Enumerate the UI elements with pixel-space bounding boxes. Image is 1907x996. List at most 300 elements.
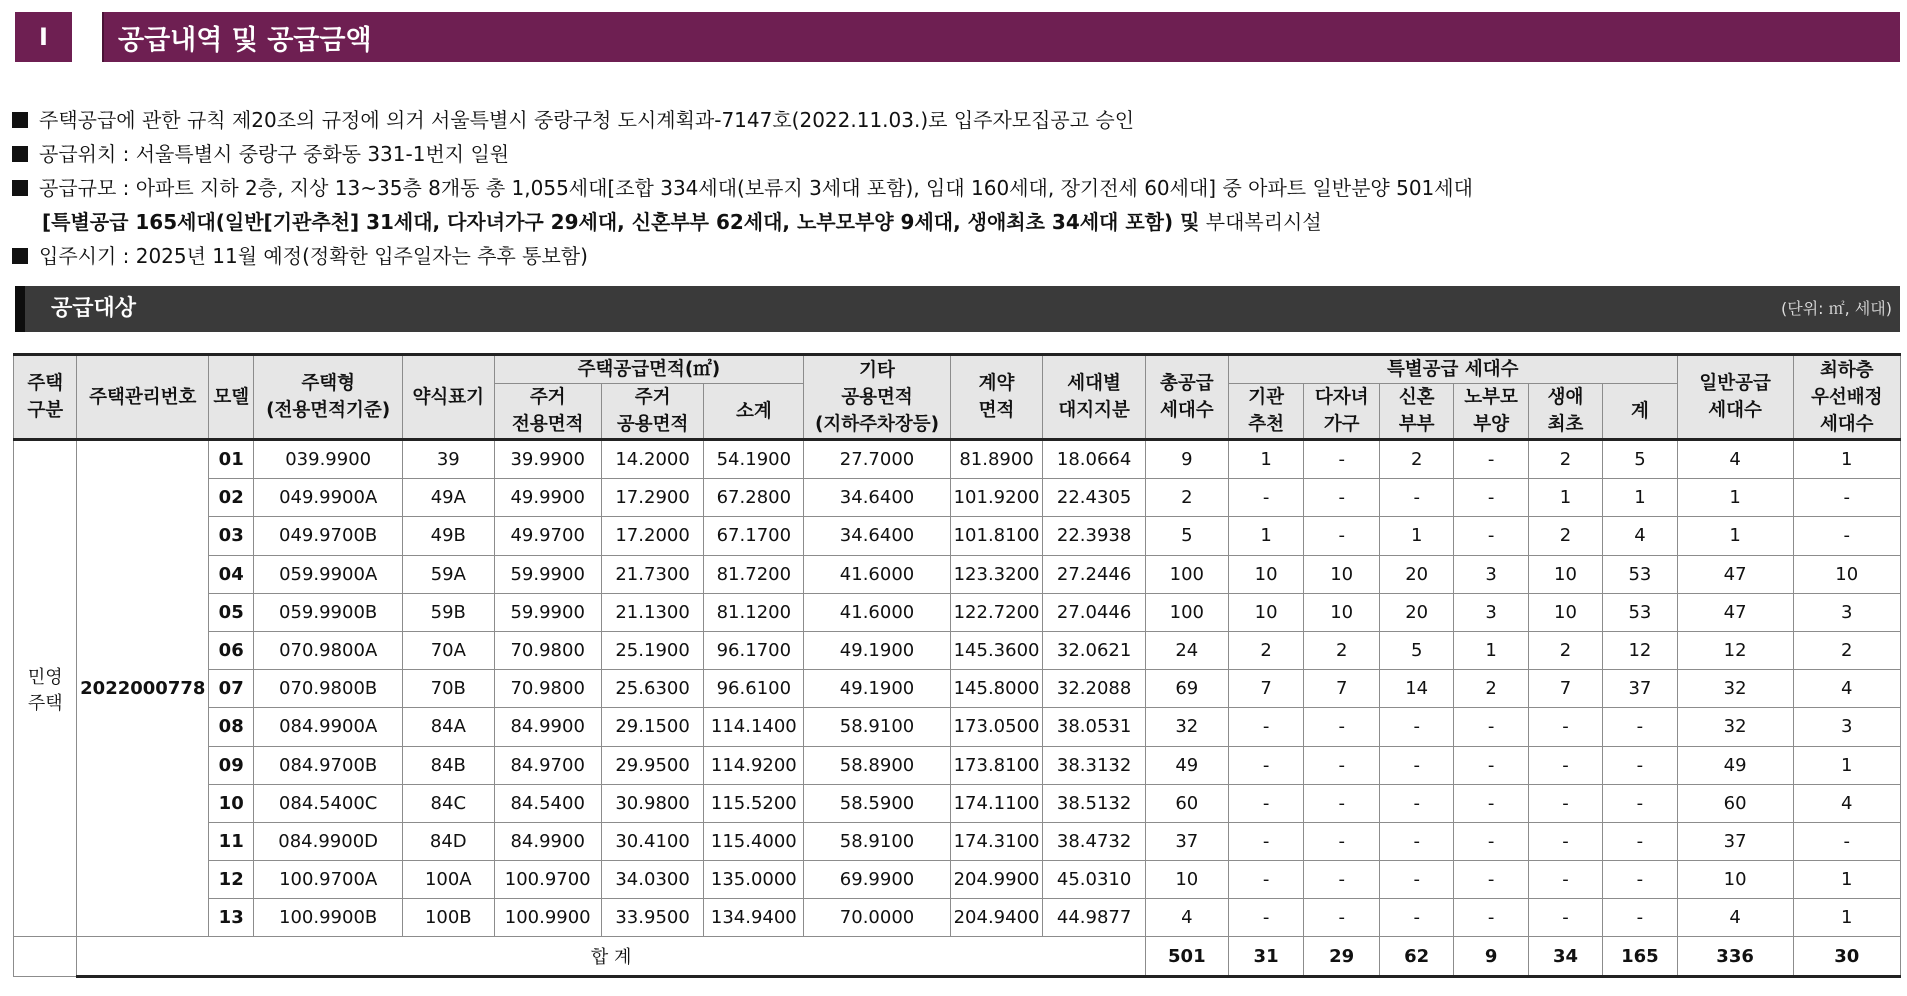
th-general-supply: 일반공급 세대수 <box>1677 355 1793 440</box>
table-cell: 1 <box>1228 440 1304 479</box>
notice-item <box>12 171 1892 205</box>
table-cell: 100B <box>403 899 494 937</box>
table-cell: 174.1100 <box>950 784 1043 822</box>
table-cell: 59.9900 <box>494 593 601 631</box>
model-cell: 13 <box>209 899 254 937</box>
table-cell: 3 <box>1454 593 1528 631</box>
table-cell: 7 <box>1304 670 1380 708</box>
table-cell: 9 <box>1145 440 1228 479</box>
table-cell: 49.1900 <box>804 631 950 669</box>
table-cell: 38.5132 <box>1043 784 1145 822</box>
table-cell: 67.1700 <box>704 517 804 555</box>
table-cell: 44.9877 <box>1043 899 1145 937</box>
table-cell: 12 <box>1677 631 1793 669</box>
total-cell: 30 <box>1793 937 1900 976</box>
table-cell: 10 <box>1677 861 1793 899</box>
table-cell: 114.1400 <box>704 708 804 746</box>
total-cell: 34 <box>1528 937 1602 976</box>
table-cell: 81.7200 <box>704 555 804 593</box>
table-cell: 81.8900 <box>950 440 1043 479</box>
table-cell: 59.9900 <box>494 555 601 593</box>
table-cell: 100.9900B <box>254 899 403 937</box>
table-cell: 49.1900 <box>804 670 950 708</box>
table-cell: 1 <box>1793 861 1900 899</box>
notice-location: 공급위치 : 서울특별시 중랑구 중화동 331-1번지 일원 <box>39 142 510 166</box>
bullet-square-icon <box>12 146 28 162</box>
table-cell: - <box>1228 746 1304 784</box>
table-cell: 30.4100 <box>601 822 703 860</box>
table-cell: 96.6100 <box>704 670 804 708</box>
model-cell: 08 <box>209 708 254 746</box>
table-cell: - <box>1528 822 1602 860</box>
total-cell: 29 <box>1304 937 1380 976</box>
table-cell: 059.9900A <box>254 555 403 593</box>
table-cell: 96.1700 <box>704 631 804 669</box>
table-cell: 1 <box>1528 479 1602 517</box>
table-cell: 33.9500 <box>601 899 703 937</box>
table-cell: 53 <box>1603 593 1677 631</box>
th-abbr: 약식표기 <box>403 355 494 440</box>
notice-item <box>12 103 1892 137</box>
model-cell: 07 <box>209 670 254 708</box>
table-cell: 27.0446 <box>1043 593 1145 631</box>
table-cell: 3 <box>1793 708 1900 746</box>
table-cell: 37 <box>1603 670 1677 708</box>
table-cell: 084.9900D <box>254 822 403 860</box>
table-cell: 25.1900 <box>601 631 703 669</box>
table-cell: - <box>1454 440 1528 479</box>
table-cell: 7 <box>1528 670 1602 708</box>
table-cell: 135.0000 <box>704 861 804 899</box>
table-cell: 049.9700B <box>254 517 403 555</box>
notice-item <box>12 239 1892 273</box>
table-cell: 39 <box>403 440 494 479</box>
table-cell: 70.9800 <box>494 670 601 708</box>
table-cell: - <box>1304 784 1380 822</box>
notice-scale: 공급규모 : 아파트 지하 2층, 지상 13~35층 8개동 총 1,055세대[조합 334세대(보류지 3세대 포함), 임대 160세대, 장기전세 60세대] 중 아파트 일반분양 501세대 <box>39 176 1473 200</box>
table-row <box>14 555 1901 593</box>
table-cell: - <box>1380 899 1454 937</box>
unit-note: (단위: ㎡, 세대) <box>1781 299 1892 318</box>
housing-kind-cell: 민영 주택 <box>14 440 77 937</box>
table-cell: 2 <box>1380 440 1454 479</box>
table-cell: 4 <box>1677 440 1793 479</box>
table-cell: 173.0500 <box>950 708 1043 746</box>
table-cell: 1 <box>1603 479 1677 517</box>
table-cell: 12 <box>1603 631 1677 669</box>
notice-list <box>12 103 1892 273</box>
table-cell: 84A <box>403 708 494 746</box>
th-other-common: 기타 공용면적 (지하주차장등) <box>804 355 950 440</box>
notice-facilities: 부대복리시설 <box>1199 210 1322 234</box>
th-land-share: 세대별 대지지분 <box>1043 355 1145 440</box>
table-cell: 1 <box>1793 440 1900 479</box>
table-cell: - <box>1528 861 1602 899</box>
table-cell: 17.2900 <box>601 479 703 517</box>
table-row <box>14 746 1901 784</box>
table-cell: 2 <box>1145 479 1228 517</box>
table-cell: 41.6000 <box>804 593 950 631</box>
total-cell: 9 <box>1454 937 1528 976</box>
table-row <box>14 479 1901 517</box>
table-cell: 70A <box>403 631 494 669</box>
table-cell: - <box>1228 899 1304 937</box>
table-body <box>14 440 1901 977</box>
supply-table <box>13 353 1901 978</box>
model-cell: 12 <box>209 861 254 899</box>
table-cell: 115.5200 <box>704 784 804 822</box>
table-cell: 53 <box>1603 555 1677 593</box>
table-cell: 45.0310 <box>1043 861 1145 899</box>
th-elderly-parent: 노부모 부양 <box>1454 384 1528 440</box>
table-cell: 32 <box>1145 708 1228 746</box>
table-cell: - <box>1228 784 1304 822</box>
table-cell: - <box>1793 822 1900 860</box>
table-cell: 5 <box>1145 517 1228 555</box>
table-cell: 1 <box>1677 479 1793 517</box>
table-cell: 100 <box>1145 593 1228 631</box>
table-cell: 70.0000 <box>804 899 950 937</box>
table-cell: - <box>1380 861 1454 899</box>
table-cell: 49B <box>403 517 494 555</box>
table-cell: 1 <box>1380 517 1454 555</box>
table-cell: 14 <box>1380 670 1454 708</box>
th-mgmt-no: 주택관리번호 <box>77 355 209 440</box>
table-cell: 67.2800 <box>704 479 804 517</box>
table-cell: - <box>1380 479 1454 517</box>
table-cell: 18.0664 <box>1043 440 1145 479</box>
table-cell: - <box>1603 708 1677 746</box>
table-row <box>14 784 1901 822</box>
model-cell: 02 <box>209 479 254 517</box>
table-cell: 084.9700B <box>254 746 403 784</box>
table-cell: 100.9900 <box>494 899 601 937</box>
table-cell: 100A <box>403 861 494 899</box>
table-cell: 5 <box>1603 440 1677 479</box>
table-cell: - <box>1528 708 1602 746</box>
table-cell: - <box>1228 708 1304 746</box>
table-cell: 47 <box>1677 593 1793 631</box>
table-cell: 81.1200 <box>704 593 804 631</box>
table-cell: 58.9100 <box>804 708 950 746</box>
table-cell: - <box>1304 899 1380 937</box>
section-title: 공급내역 및 공급금액 <box>102 12 1900 62</box>
th-supply-area: 주택공급면적(㎡) <box>494 355 804 384</box>
table-cell: 29.9500 <box>601 746 703 784</box>
table-row <box>14 670 1901 708</box>
table-cell: - <box>1454 746 1528 784</box>
table-cell: 47 <box>1677 555 1793 593</box>
total-row <box>14 937 1901 976</box>
table-cell: - <box>1528 784 1602 822</box>
table-cell: 084.5400C <box>254 784 403 822</box>
table-cell: 59A <box>403 555 494 593</box>
table-cell: 70B <box>403 670 494 708</box>
th-house-type: 주택형 (전용면적기준) <box>254 355 403 440</box>
table-cell: 114.9200 <box>704 746 804 784</box>
table-cell: 173.8100 <box>950 746 1043 784</box>
table-cell: - <box>1603 899 1677 937</box>
notice-approval: 주택공급에 관한 규칙 제20조의 규정에 의거 서울특별시 중랑구청 도시계획과-7147호(2022.11.03.)로 입주자모집공고 승인 <box>39 108 1135 132</box>
table-cell: 145.3600 <box>950 631 1043 669</box>
table-cell: 14.2000 <box>601 440 703 479</box>
table-cell: 174.3100 <box>950 822 1043 860</box>
table-cell: 49.9700 <box>494 517 601 555</box>
model-cell: 06 <box>209 631 254 669</box>
table-cell: 10 <box>1793 555 1900 593</box>
th-housing-kind: 주택 구분 <box>14 355 77 440</box>
table-cell: 21.1300 <box>601 593 703 631</box>
subsection-accent <box>15 286 25 332</box>
table-cell: - <box>1380 708 1454 746</box>
th-subtotal: 소계 <box>704 384 804 440</box>
table-cell: - <box>1454 899 1528 937</box>
table-cell: 1 <box>1677 517 1793 555</box>
table-cell: - <box>1304 746 1380 784</box>
table-cell: 69.9900 <box>804 861 950 899</box>
table-cell: 1 <box>1228 517 1304 555</box>
table-cell: 204.9400 <box>950 899 1043 937</box>
table-cell: 70.9800 <box>494 631 601 669</box>
table-cell: 4 <box>1145 899 1228 937</box>
model-cell: 04 <box>209 555 254 593</box>
table-cell: - <box>1454 784 1528 822</box>
table-cell: 100.9700 <box>494 861 601 899</box>
table-row <box>14 440 1901 479</box>
th-total-units: 총공급 세대수 <box>1145 355 1228 440</box>
table-cell: - <box>1454 822 1528 860</box>
table-cell: - <box>1603 746 1677 784</box>
table-cell: 039.9900 <box>254 440 403 479</box>
table-row <box>14 631 1901 669</box>
table-cell: 60 <box>1677 784 1793 822</box>
table-cell: 27.2446 <box>1043 555 1145 593</box>
table-cell: 84.5400 <box>494 784 601 822</box>
model-cell: 10 <box>209 784 254 822</box>
total-cell: 165 <box>1603 937 1677 976</box>
table-cell: 7 <box>1228 670 1304 708</box>
total-spacer <box>14 937 77 976</box>
table-cell: 49.9900 <box>494 479 601 517</box>
th-common-area: 주거 공용면적 <box>601 384 703 440</box>
th-newlywed: 신혼 부부 <box>1380 384 1454 440</box>
bullet-square-icon <box>12 112 28 128</box>
table-cell: 2 <box>1528 631 1602 669</box>
table-cell: 4 <box>1677 899 1793 937</box>
table-cell: 59B <box>403 593 494 631</box>
table-row <box>14 593 1901 631</box>
table-cell: 32 <box>1677 708 1793 746</box>
table-cell: - <box>1603 822 1677 860</box>
th-multi-child: 다자녀 가구 <box>1304 384 1380 440</box>
table-cell: 101.9200 <box>950 479 1043 517</box>
table-cell: 115.4000 <box>704 822 804 860</box>
table-cell: 60 <box>1145 784 1228 822</box>
table-cell: 27.7000 <box>804 440 950 479</box>
table-cell: 32.0621 <box>1043 631 1145 669</box>
mgmt-number-cell: 2022000778 <box>77 440 209 937</box>
table-cell: 2 <box>1528 517 1602 555</box>
table-row <box>14 861 1901 899</box>
table-cell: - <box>1304 479 1380 517</box>
table-cell: 204.9900 <box>950 861 1043 899</box>
table-cell: 38.4732 <box>1043 822 1145 860</box>
th-lowest-floor: 최하층 우선배정 세대수 <box>1793 355 1900 440</box>
table-cell: 49A <box>403 479 494 517</box>
table-cell: 1 <box>1793 899 1900 937</box>
section-header <box>15 12 1900 62</box>
th-model: 모델 <box>209 355 254 440</box>
table-cell: 38.0531 <box>1043 708 1145 746</box>
table-cell: 070.9800B <box>254 670 403 708</box>
table-cell: 10 <box>1528 593 1602 631</box>
model-cell: 03 <box>209 517 254 555</box>
table-cell: - <box>1454 861 1528 899</box>
th-institution: 기관 추천 <box>1228 384 1304 440</box>
table-cell: - <box>1304 861 1380 899</box>
table-cell: 134.9400 <box>704 899 804 937</box>
table-cell: 3 <box>1793 593 1900 631</box>
table-cell: - <box>1793 479 1900 517</box>
table-row <box>14 517 1901 555</box>
table-cell: - <box>1528 746 1602 784</box>
table-cell: 41.6000 <box>804 555 950 593</box>
table-cell: 084.9900A <box>254 708 403 746</box>
th-exclusive-area: 주거 전용면적 <box>494 384 601 440</box>
notice-move-in: 입주시기 : 2025년 11월 예정(정확한 입주일자는 추후 통보함) <box>39 244 588 268</box>
table-cell: 49 <box>1145 746 1228 784</box>
model-cell: 05 <box>209 593 254 631</box>
table-cell: 84.9700 <box>494 746 601 784</box>
total-cell: 336 <box>1677 937 1793 976</box>
subsection-title: 공급대상 <box>51 296 137 321</box>
table-cell: - <box>1304 517 1380 555</box>
section-number: I <box>15 12 72 62</box>
th-special-supply: 특별공급 세대수 <box>1228 355 1677 384</box>
total-cell: 501 <box>1145 937 1228 976</box>
table-cell: 34.0300 <box>601 861 703 899</box>
table-cell: 37 <box>1145 822 1228 860</box>
table-cell: 58.5900 <box>804 784 950 822</box>
table-cell: 58.9100 <box>804 822 950 860</box>
table-cell: 1 <box>1454 631 1528 669</box>
model-cell: 09 <box>209 746 254 784</box>
table-cell: 69 <box>1145 670 1228 708</box>
th-first-time: 생애 최초 <box>1528 384 1602 440</box>
table-header <box>14 355 1901 440</box>
table-cell: 58.8900 <box>804 746 950 784</box>
table-cell: 54.1900 <box>704 440 804 479</box>
table-cell: 100.9700A <box>254 861 403 899</box>
table-cell: 4 <box>1603 517 1677 555</box>
notice-special-supply: [특별공급 165세대(일반[기관추천] 31세대, 다자녀가구 29세대, 신혼부부 62세대, 노부모부양 9세대, 생애최초 34세대 포함) 및 <box>42 210 1200 234</box>
table-cell: 10 <box>1304 555 1380 593</box>
table-cell: 32 <box>1677 670 1793 708</box>
table-cell: - <box>1304 708 1380 746</box>
table-cell: 10 <box>1304 593 1380 631</box>
table-cell: 22.3938 <box>1043 517 1145 555</box>
total-cell: 31 <box>1228 937 1304 976</box>
total-cell: 62 <box>1380 937 1454 976</box>
table-cell: - <box>1528 899 1602 937</box>
table-cell: 5 <box>1380 631 1454 669</box>
subsection-header <box>15 286 1900 332</box>
table-cell: - <box>1380 746 1454 784</box>
table-cell: - <box>1454 517 1528 555</box>
table-cell: 37 <box>1677 822 1793 860</box>
table-cell: 070.9800A <box>254 631 403 669</box>
table-cell: 20 <box>1380 555 1454 593</box>
notice-item <box>12 137 1892 171</box>
table-cell: 29.1500 <box>601 708 703 746</box>
table-cell: - <box>1454 708 1528 746</box>
table-cell: 049.9900A <box>254 479 403 517</box>
table-cell: 101.8100 <box>950 517 1043 555</box>
table-cell: 84C <box>403 784 494 822</box>
table-cell: 123.3200 <box>950 555 1043 593</box>
table-cell: 22.4305 <box>1043 479 1145 517</box>
table-cell: - <box>1380 784 1454 822</box>
table-cell: 20 <box>1380 593 1454 631</box>
table-cell: 32.2088 <box>1043 670 1145 708</box>
table-cell: 10 <box>1228 593 1304 631</box>
table-cell: - <box>1228 479 1304 517</box>
model-cell: 01 <box>209 440 254 479</box>
table-cell: 4 <box>1793 784 1900 822</box>
th-contract-area: 계약 면적 <box>950 355 1043 440</box>
table-cell: 39.9900 <box>494 440 601 479</box>
table-cell: - <box>1304 822 1380 860</box>
table-cell: 17.2000 <box>601 517 703 555</box>
table-cell: 2 <box>1304 631 1380 669</box>
table-cell: 145.8000 <box>950 670 1043 708</box>
table-cell: 21.7300 <box>601 555 703 593</box>
table-cell: 1 <box>1793 746 1900 784</box>
table-row <box>14 708 1901 746</box>
table-cell: - <box>1304 440 1380 479</box>
table-cell: 2 <box>1228 631 1304 669</box>
model-cell: 11 <box>209 822 254 860</box>
table-cell: 24 <box>1145 631 1228 669</box>
table-cell: 34.6400 <box>804 517 950 555</box>
total-label: 합 계 <box>77 937 1145 976</box>
table-row <box>14 899 1901 937</box>
bullet-square-icon <box>12 248 28 264</box>
table-cell: - <box>1603 784 1677 822</box>
table-cell: 84.9900 <box>494 822 601 860</box>
table-cell: 10 <box>1228 555 1304 593</box>
table-cell: 10 <box>1145 861 1228 899</box>
table-cell: 25.6300 <box>601 670 703 708</box>
table-cell: 49 <box>1677 746 1793 784</box>
table-cell: 84.9900 <box>494 708 601 746</box>
table-cell: 2 <box>1793 631 1900 669</box>
table-row <box>14 822 1901 860</box>
table-cell: - <box>1228 861 1304 899</box>
table-cell: 84D <box>403 822 494 860</box>
table-cell: 100 <box>1145 555 1228 593</box>
table-cell: 84B <box>403 746 494 784</box>
table-cell: 10 <box>1528 555 1602 593</box>
bullet-square-icon <box>12 180 28 196</box>
table-cell: - <box>1380 822 1454 860</box>
table-cell: - <box>1228 822 1304 860</box>
table-cell: 2 <box>1454 670 1528 708</box>
notice-item-continued <box>12 205 1892 239</box>
table-cell: - <box>1793 517 1900 555</box>
table-cell: 3 <box>1454 555 1528 593</box>
table-cell: 34.6400 <box>804 479 950 517</box>
